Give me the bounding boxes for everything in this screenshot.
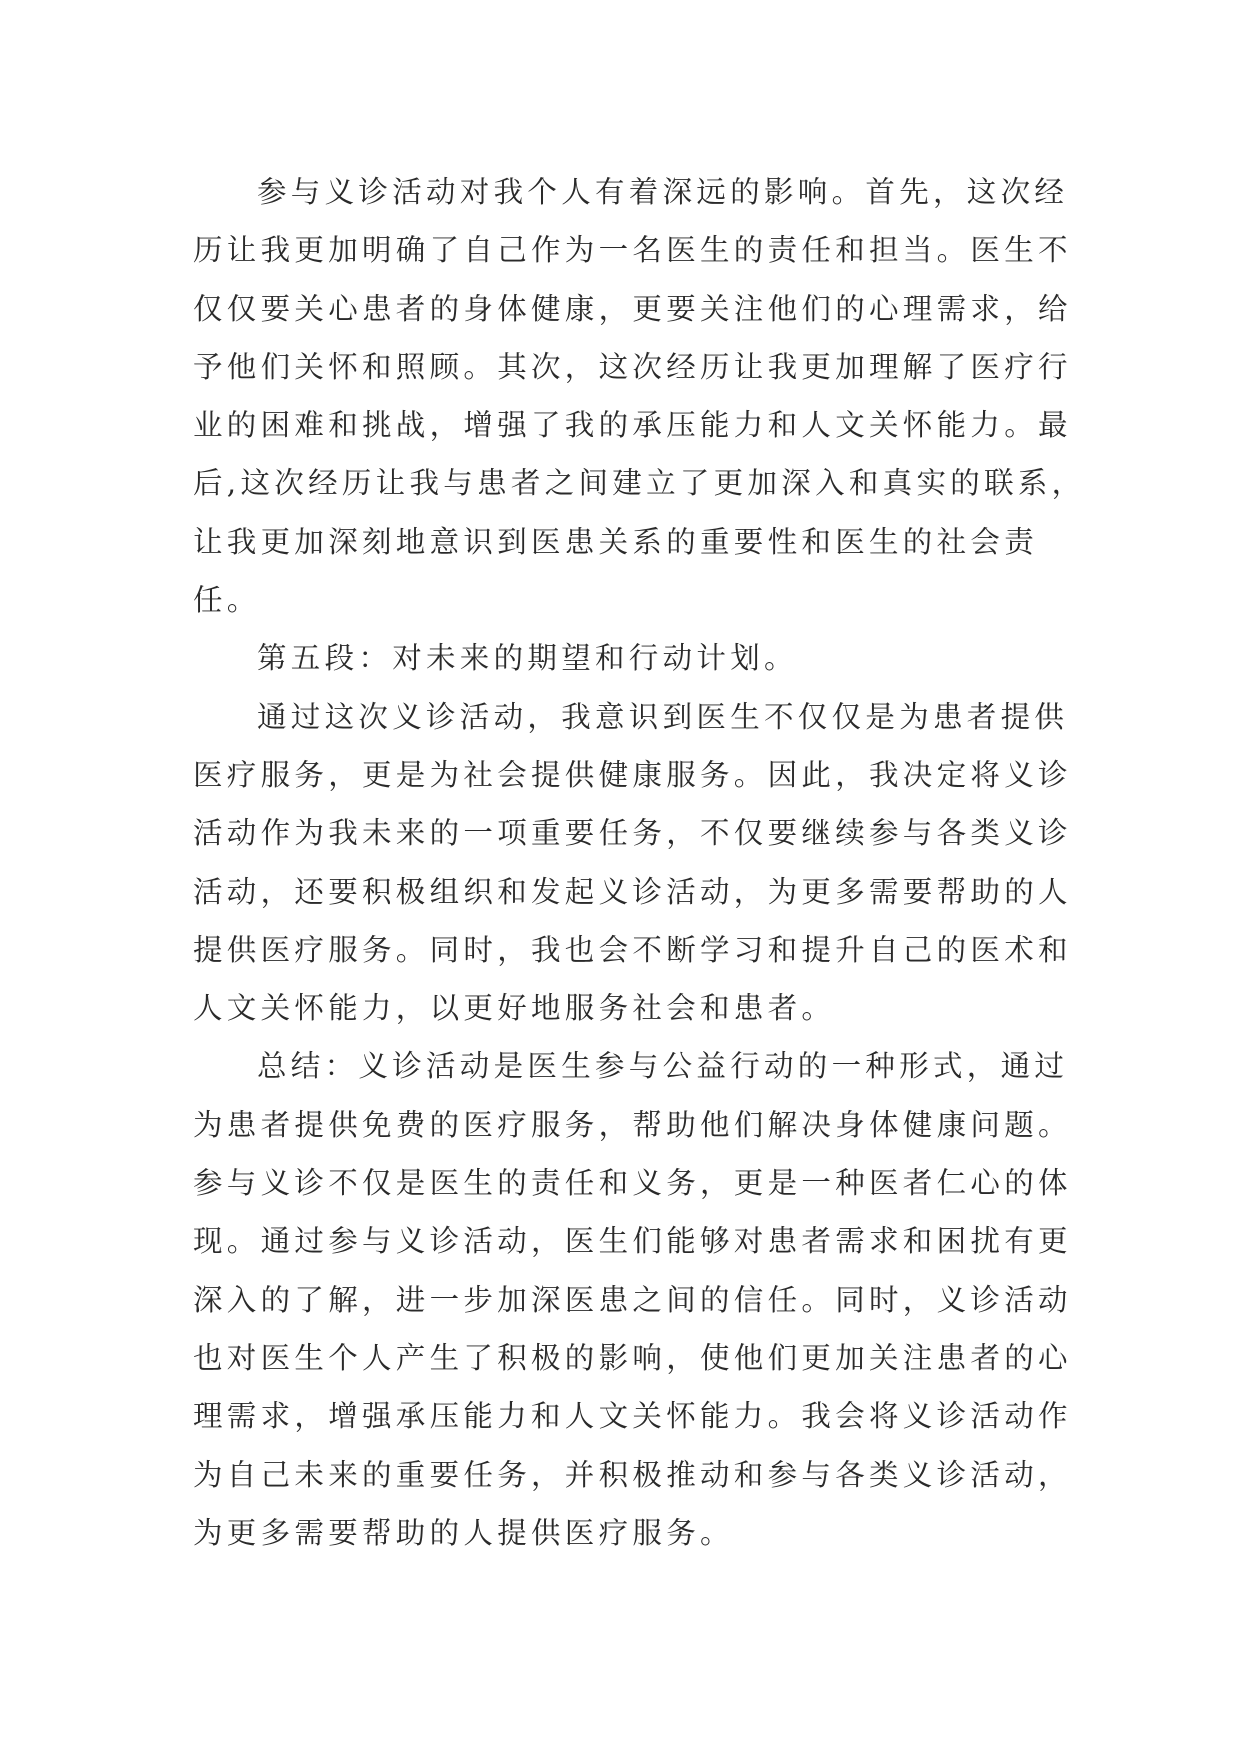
paragraph-line: 任。 bbox=[193, 583, 261, 618]
paragraph-line: 活动，还要积极组织和发起义诊活动，为更多需要帮助的人 bbox=[193, 874, 1072, 909]
paragraph-line: 提供医疗服务。同时，我也会不断学习和提升自己的医术和 bbox=[193, 932, 1072, 967]
paragraph-line: 后,这次经历让我与患者之间建立了更加深入和真实的联系， bbox=[193, 466, 1086, 501]
paragraph-line: 为患者提供免费的医疗服务，帮助他们解决身体健康问题。 bbox=[193, 1107, 1072, 1142]
section-heading: 第五段：对未来的期望和行动计划。 bbox=[257, 641, 798, 676]
paragraph-line: 现。通过参与义诊活动，医生们能够对患者需求和困扰有更 bbox=[193, 1224, 1072, 1259]
paragraph-line: 予他们关怀和照顾。其次，这次经历让我更加理解了医疗行 bbox=[193, 349, 1072, 384]
paragraph-line: 理需求，增强承压能力和人文关怀能力。我会将义诊活动作 bbox=[193, 1399, 1072, 1434]
paragraph-line: 为自己未来的重要任务，并积极推动和参与各类义诊活动， bbox=[193, 1457, 1072, 1492]
paragraph-line: 活动作为我未来的一项重要任务，不仅要继续参与各类义诊 bbox=[193, 816, 1072, 851]
paragraph-line: 人文关怀能力，以更好地服务社会和患者。 bbox=[193, 991, 836, 1026]
document-body bbox=[193, 163, 1086, 1562]
paragraph-line: 为更多需要帮助的人提供医疗服务。 bbox=[193, 1515, 734, 1550]
paragraph-line: 业的困难和挑战，增强了我的承压能力和人文关怀能力。最 bbox=[193, 408, 1072, 443]
paragraph-line: 深入的了解，进一步加深医患之间的信任。同时，义诊活动 bbox=[193, 1282, 1072, 1317]
paragraph-line: 参与义诊不仅是医生的责任和义务，更是一种医者仁心的体 bbox=[193, 1166, 1072, 1201]
paragraph-line: 参与义诊活动对我个人有着深远的影响。首先，这次经 bbox=[257, 175, 1069, 209]
paragraph-line: 也对医生个人产生了积极的影响，使他们更加关注患者的心 bbox=[193, 1340, 1072, 1375]
paragraph-line: 历让我更加明确了自己作为一名医生的责任和担当。医生不 bbox=[193, 233, 1072, 268]
paragraph-line: 总结：义诊活动是医生参与公益行动的一种形式，通过 bbox=[257, 1049, 1069, 1084]
paragraph-line: 仅仅要关心患者的身体健康，更要关注他们的心理需求，给 bbox=[193, 291, 1072, 326]
paragraph-line: 通过这次义诊活动，我意识到医生不仅仅是为患者提供 bbox=[257, 699, 1069, 734]
paragraph-line: 医疗服务，更是为社会提供健康服务。因此，我决定将义诊 bbox=[193, 757, 1072, 792]
paragraph-line: 让我更加深刻地意识到医患关系的重要性和医生的社会责 bbox=[193, 524, 1039, 559]
